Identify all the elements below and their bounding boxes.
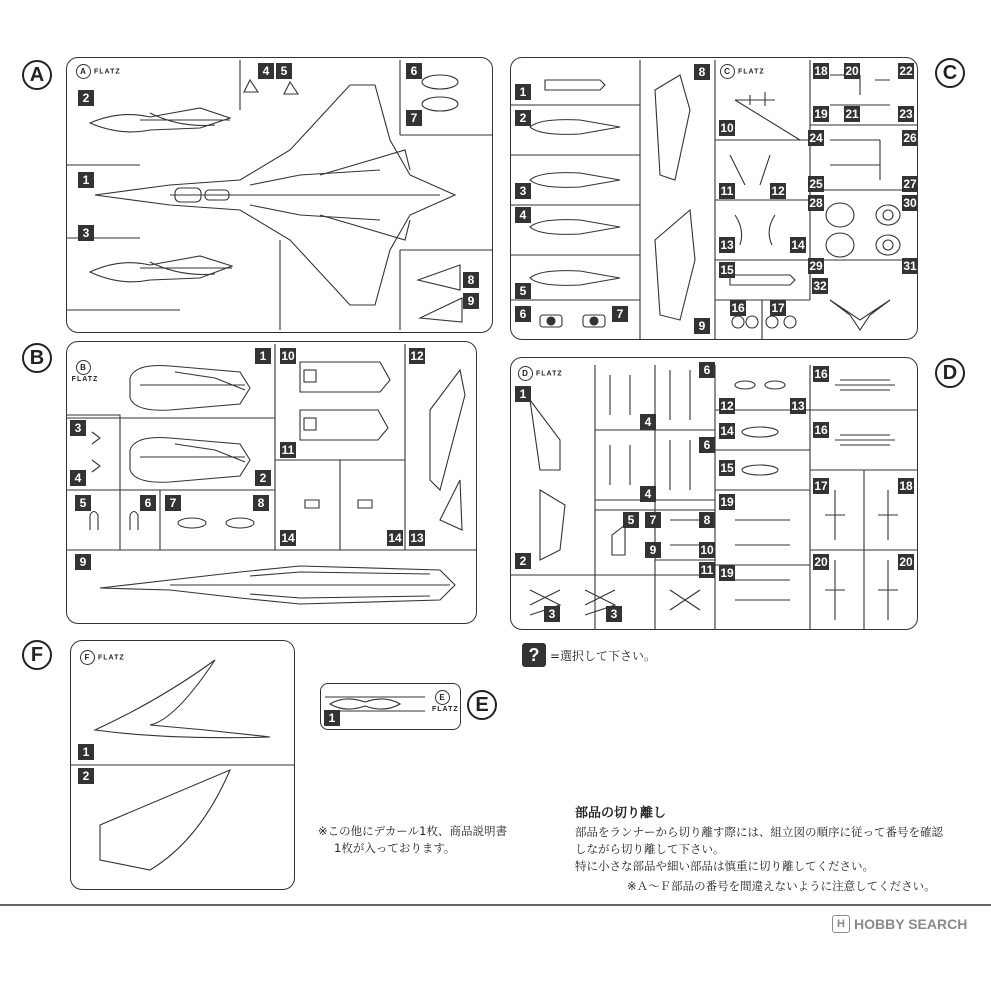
- brand-text: FLATZ: [738, 68, 765, 76]
- watermark-text: HOBBY SEARCH: [854, 916, 968, 932]
- part-number: 13: [410, 531, 424, 545]
- legend-text: =選択して下さい。: [550, 648, 657, 663]
- part-number: 27: [903, 177, 917, 191]
- part-number: 5: [75, 495, 91, 511]
- part-number: 20: [899, 555, 913, 569]
- note-decal-line2: 1枚が入っております。: [334, 841, 456, 855]
- part-number: 26: [903, 131, 917, 145]
- part-number: 7: [165, 495, 181, 511]
- question-icon: ?: [522, 643, 546, 667]
- part-number: 1: [78, 744, 94, 760]
- runner-e-letter: E: [435, 690, 450, 705]
- part-number: 6: [699, 437, 715, 453]
- notes-heading: 部品の切り離し: [575, 806, 667, 821]
- part-number: 18: [814, 64, 828, 78]
- part-number: 10: [700, 543, 714, 557]
- runner-a-letter: A: [76, 64, 91, 79]
- part-number: 17: [814, 479, 828, 493]
- part-number: 15: [720, 263, 734, 277]
- part-number: 31: [903, 259, 917, 273]
- part-number: 32: [813, 279, 827, 293]
- brand-text: FLATZ: [94, 68, 121, 76]
- part-number: 13: [720, 238, 734, 252]
- part-number: 8: [699, 512, 715, 528]
- runner-d-letter: D: [518, 366, 533, 381]
- selection-legend: [522, 643, 656, 667]
- part-number: 5: [623, 512, 639, 528]
- part-number: 19: [814, 107, 828, 121]
- part-number: 7: [612, 306, 628, 322]
- runner-b-brand: [70, 360, 100, 384]
- part-number: 13: [791, 399, 805, 413]
- part-number: 15: [720, 461, 734, 475]
- part-number: 12: [771, 184, 785, 198]
- part-number: 9: [694, 318, 710, 334]
- notes-line4: ※Ａ～Ｆ部品の番号を間違えないように注意してください。: [627, 879, 936, 893]
- part-number: 1: [324, 710, 340, 726]
- part-number: 16: [731, 301, 745, 315]
- part-number: 4: [640, 486, 656, 502]
- part-number: 5: [276, 63, 292, 79]
- part-number: 21: [845, 107, 859, 121]
- part-number: 2: [255, 470, 271, 486]
- part-number: 9: [75, 554, 91, 570]
- part-number: 29: [809, 259, 823, 273]
- brand-text: FLATZ: [536, 370, 563, 378]
- part-number: 22: [899, 64, 913, 78]
- part-number: 11: [700, 563, 714, 577]
- part-number: 14: [791, 238, 805, 252]
- part-number: 10: [720, 121, 734, 135]
- part-number: 14: [281, 531, 295, 545]
- part-number: 16: [814, 367, 828, 381]
- runner-a-brand: [76, 64, 121, 79]
- part-number: 3: [70, 420, 86, 436]
- part-number: 4: [640, 414, 656, 430]
- part-number: 6: [406, 63, 422, 79]
- part-number: 3: [606, 606, 622, 622]
- part-number: 30: [903, 196, 917, 210]
- part-number: 14: [388, 531, 402, 545]
- brand-text: FLATZ: [98, 654, 125, 662]
- part-number: 2: [78, 768, 94, 784]
- part-number: 10: [281, 349, 295, 363]
- section-label-c: C: [935, 58, 965, 88]
- runner-b-letter: B: [76, 360, 91, 375]
- part-number: 8: [694, 64, 710, 80]
- hobby-search-logo-icon: H: [832, 915, 850, 933]
- runner-c-brand: [720, 64, 765, 79]
- part-number: 9: [645, 542, 661, 558]
- part-number: 23: [899, 107, 913, 121]
- section-label-a: A: [22, 60, 52, 90]
- part-number: 4: [258, 63, 274, 79]
- part-number: 20: [845, 64, 859, 78]
- part-number: 4: [70, 470, 86, 486]
- section-label-e: E: [467, 690, 497, 720]
- part-number: 14: [720, 424, 734, 438]
- section-label-b: B: [22, 343, 52, 373]
- part-number: 8: [253, 495, 269, 511]
- part-number: 24: [809, 131, 823, 145]
- part-number: 5: [515, 283, 531, 299]
- part-number: 28: [809, 196, 823, 210]
- part-number: 7: [645, 512, 661, 528]
- runner-f-letter: F: [80, 650, 95, 665]
- part-number: 2: [515, 110, 531, 126]
- part-number: 6: [515, 306, 531, 322]
- section-label-f: F: [22, 640, 52, 670]
- part-number: 19: [720, 566, 734, 580]
- part-number: 3: [78, 225, 94, 241]
- part-number: 18: [899, 479, 913, 493]
- part-number: 9: [463, 293, 479, 309]
- part-number: 6: [140, 495, 156, 511]
- part-number: 8: [463, 272, 479, 288]
- part-number: 11: [720, 184, 734, 198]
- part-number: 25: [809, 177, 823, 191]
- notes-line2: しながら切り離して下さい。: [575, 842, 725, 856]
- note-decal-line1: ※この他にデカール1枚、商品説明書: [318, 824, 507, 838]
- part-number: 12: [410, 349, 424, 363]
- runner-f-brand: [80, 650, 125, 665]
- part-number: 3: [515, 183, 531, 199]
- part-number: 1: [78, 172, 94, 188]
- part-number: 2: [78, 90, 94, 106]
- part-number: 4: [515, 207, 531, 223]
- part-number: 2: [515, 553, 531, 569]
- runner-e-brand: [432, 690, 459, 714]
- part-number: 6: [699, 362, 715, 378]
- notes-line1: 部品をランナーから切り離す際には、組立図の順序に従って番号を確認: [575, 825, 943, 839]
- part-number: 17: [771, 301, 785, 315]
- part-number: 12: [720, 399, 734, 413]
- part-number: 20: [814, 555, 828, 569]
- brand-text: FLATZ: [71, 376, 99, 383]
- part-number: 16: [814, 423, 828, 437]
- runner-c-letter: C: [720, 64, 735, 79]
- part-number: 1: [255, 348, 271, 364]
- part-number: 3: [544, 606, 560, 622]
- hobby-search-watermark: [832, 915, 967, 933]
- part-number: 7: [406, 110, 422, 126]
- notes-line3: 特に小さな部品や細い部品は慎重に切り離してください。: [575, 859, 874, 873]
- brand-text: FLATZ: [432, 706, 459, 713]
- part-number: 19: [720, 495, 734, 509]
- runner-d-brand: [518, 366, 563, 381]
- part-number: 11: [281, 443, 295, 457]
- section-label-d: D: [935, 358, 965, 388]
- part-number: 1: [515, 386, 531, 402]
- part-number: 1: [515, 84, 531, 100]
